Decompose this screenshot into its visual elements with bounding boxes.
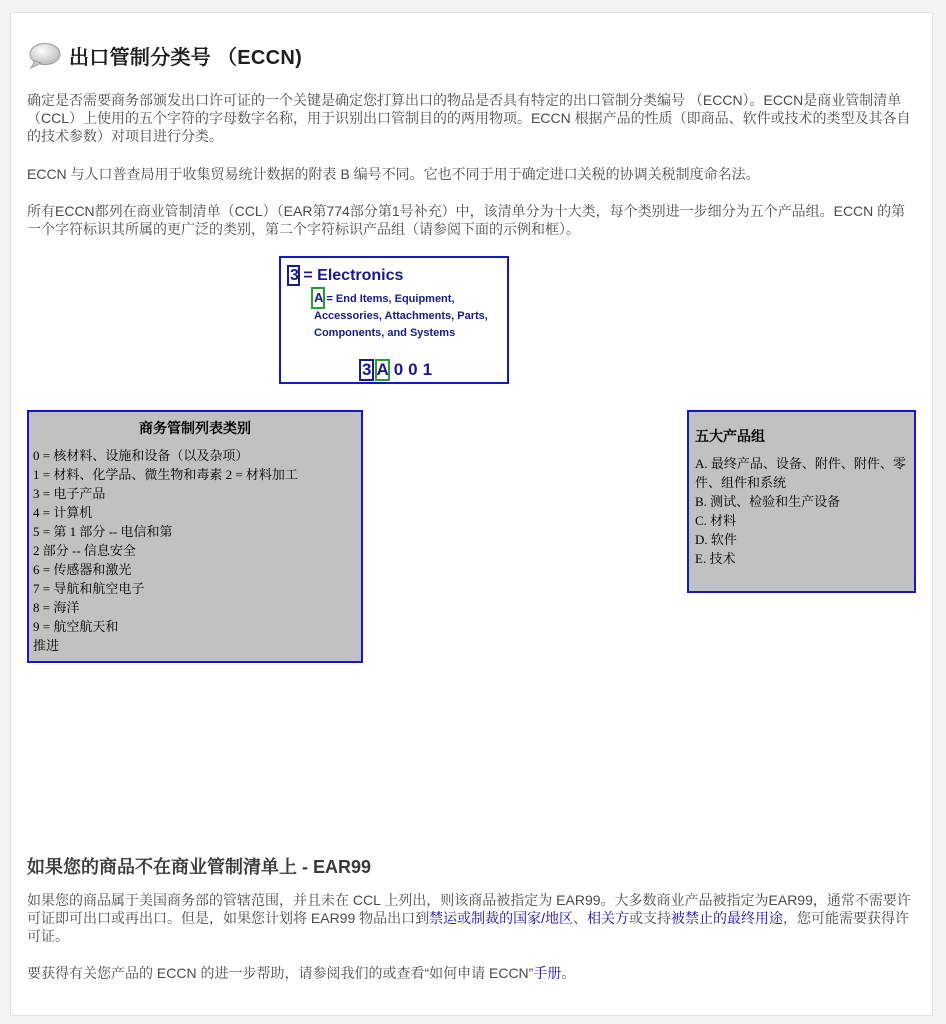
category-label: 3 = Electronics: [290, 267, 404, 284]
category-item: 1 = 材料、化学品、微生物和毒素 2 = 材料加工: [33, 467, 298, 482]
title-row: [27, 41, 302, 70]
intro-paragraph-2: ECCN 与人口普查局用于收集贸易统计数据的附表 B 编号不同。它也不同于用于确定进口关税的协调关税制度命名法。: [27, 166, 760, 182]
product-groups-box: [687, 410, 916, 593]
category-item: 8 = 海洋: [33, 600, 80, 615]
eccn-code-example: 3A001: [362, 360, 438, 379]
intro-paragraph-3: 所有ECCN都列在商业管制清单（CCL）（EAR第774部分第1号补充）中，该清单分为十大类，每个类别进一步细分为五个产品组。ECCN 的第一个字符标识其所属的更广泛的类别，第二个字符标识产品组（请参阅下面的示例和框）。: [27, 203, 906, 237]
product-group-item: A. 最终产品、设备、附件、附件、零件、组件和系统: [695, 456, 906, 490]
product-group-item: B. 测试、检验和生产设备: [695, 494, 841, 509]
content-card: [10, 12, 933, 1016]
category-item: 推进: [33, 638, 60, 653]
ccl-categories-list: [33, 446, 357, 655]
category-item: 6 = 传感器和激光: [33, 562, 132, 577]
speech-bubble-icon: [27, 42, 61, 70]
category-item: 5 = 第 1 部分 -- 电信和第: [33, 524, 173, 539]
product-groups-title: 五大产品组: [695, 430, 765, 445]
related-parties-link[interactable]: 相关方: [587, 910, 630, 926]
ccl-categories-title: 商务管制列表类别: [139, 422, 251, 437]
category-item: 4 = 计算机: [33, 505, 93, 520]
category-item: 2 部分 -- 信息安全: [33, 543, 136, 558]
product-groups-list: [695, 454, 908, 568]
ear99-paragraph-1: 如果您的商品属于美国商务部的管辖范围，并且未在 CCL 上列出，则该商品被指定为 EAR99。大多数商业产品被指定为EAR99，通常不需要许可证即可出口或再出口。但是，如果您计划将 EAR99 物品出口到禁运或制裁的国家/地区、相关方或支持被禁止的最终用途，您可能需要获得许可证。: [27, 892, 911, 944]
ccl-categories-box: [27, 410, 363, 663]
product-group-item: D. 软件: [695, 532, 737, 547]
ear99-paragraph-2: 要获得有关您产品的 ECCN 的进一步帮助，请参阅我们的或查看“如何申请 ECCN”手册。: [27, 965, 576, 981]
handbook-link[interactable]: 手册: [533, 965, 562, 981]
category-item: 3 = 电子产品: [33, 486, 106, 501]
embargoed-countries-link[interactable]: 禁运或制裁的国家/地区: [429, 910, 574, 926]
category-item: 0 = 核材料、设施和设备（以及杂项）: [33, 448, 249, 463]
category-item: 7 = 导航和航空电子: [33, 581, 145, 596]
category-item: 9 = 航空航天和: [33, 619, 119, 634]
product-group-item: E. 技术: [695, 551, 736, 566]
intro-paragraph-1: 确定是否需要商务部颁发出口许可证的一个关键是确定您打算出口的物品是否具有特定的出口管制分类编号 （ECCN）。ECCN是商业管制清单（CCL）上使用的五个字符的字母数字名称，用于识别出口管制目的的两用物项。ECCN 根据产品的性质（即商品、软件或技术的类型及其各自的技术参数）对项目进行分类。: [27, 92, 911, 144]
prohibited-end-uses-link[interactable]: 被禁止的最终用途: [671, 910, 784, 926]
page-title: 出口管制分类号 （ECCN): [69, 47, 303, 69]
eccn-example-diagram: [279, 256, 509, 384]
product-group-item: C. 材料: [695, 513, 737, 528]
group-label: A = End Items, Equipment, Accessories, Attachments, Parts, Components, and Systems: [314, 290, 488, 339]
ear99-heading: 如果您的商品不在商业管制清单上 - EAR99: [27, 857, 372, 877]
